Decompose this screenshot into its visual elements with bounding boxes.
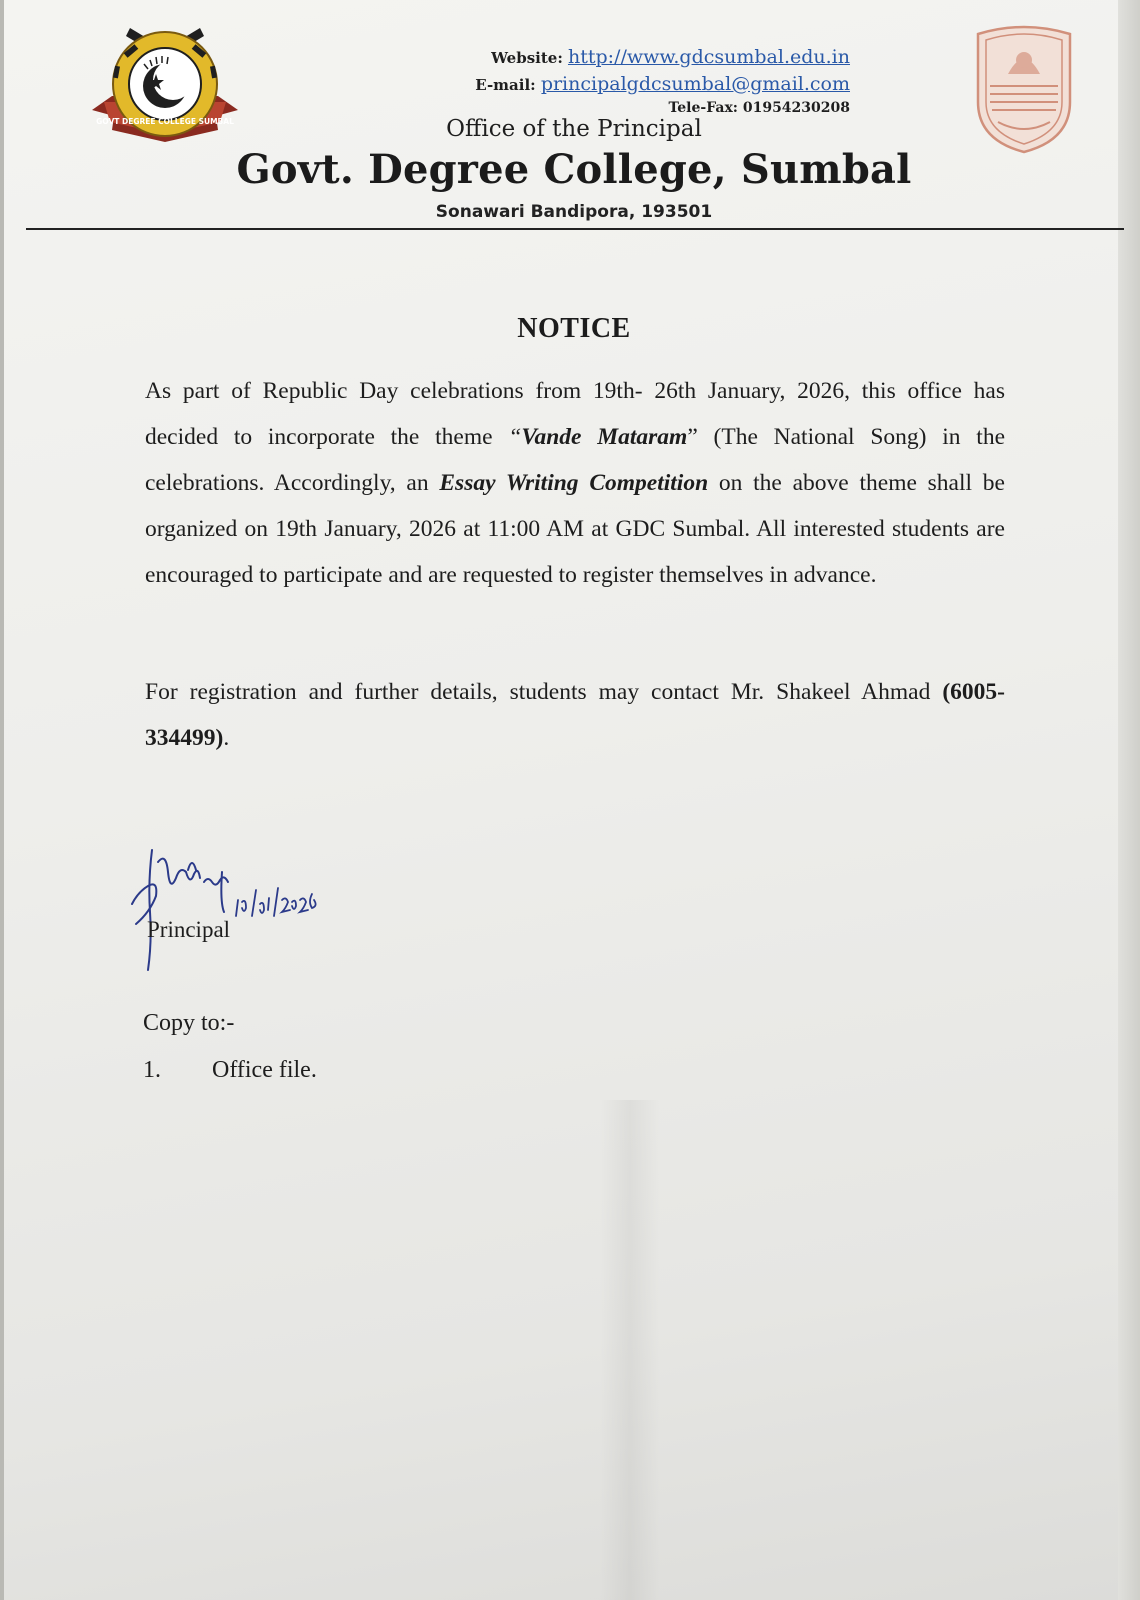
college-name: Govt. Degree College, Sumbal: [236, 146, 912, 193]
p1-text-c: on the above theme shall be organized on 19th January, 2026 at 11:00 AM at GDC Sumbal. All interested students are encouraged to participate and are requested to register themselves in advance.: [145, 470, 1005, 588]
theme-name: Vande Mataram: [521, 424, 688, 450]
competition-name: Essay Writing Competition: [439, 470, 709, 496]
notice-paragraph-1: [145, 368, 1005, 598]
copy-item: [143, 1057, 317, 1084]
website-label: Website:: [491, 49, 563, 67]
email-row: [475, 71, 850, 98]
copy-to-label: Copy to:-: [143, 1010, 235, 1036]
p2-text-b: .: [223, 725, 230, 751]
office-of-principal: Office of the Principal: [446, 116, 702, 142]
website-row: [475, 44, 850, 71]
p1-text-b: ” (The National Song) in the celebrations. Accordingly, an: [145, 424, 1005, 496]
contact-block: [475, 44, 850, 118]
paper-fold-shadow: [600, 1100, 660, 1600]
website-link[interactable]: http://www.gdcsumbal.edu.in: [567, 46, 850, 68]
p1-text-a: As part of Republic Day celebrations from 19th- 26th January, 2026, this office has decided to incorporate the theme: [145, 378, 1005, 450]
college-address: Sonawari Bandipora, 193501: [435, 202, 713, 222]
notice-paragraph-2: [145, 669, 1005, 761]
p2-text-a: For registration and further details, students may contact Mr. Shakeel Ahmad: [145, 679, 943, 705]
handwritten-date: [232, 880, 322, 930]
svg-text:GOVT DEGREE COLLEGE SUMBAL: GOVT DEGREE COLLEGE SUMBAL: [96, 117, 234, 126]
notice-title: NOTICE: [517, 313, 631, 344]
email-label: E-mail:: [475, 76, 536, 94]
principal-designation: Principal: [147, 917, 231, 942]
header-rule: [26, 228, 1124, 230]
email-link[interactable]: principalgdcsumbal@gmail.com: [540, 73, 850, 95]
telefax: Tele-Fax: 01954230208: [668, 100, 850, 116]
contact-phone: (6005-334499): [145, 679, 1005, 751]
page-edge-left: [0, 0, 4, 1600]
page-edge-right: [1118, 0, 1140, 1600]
copy-item-text: Office file.: [212, 1057, 317, 1083]
theme-open-quote: “: [508, 424, 522, 450]
copy-item-number: 1.: [143, 1057, 161, 1083]
